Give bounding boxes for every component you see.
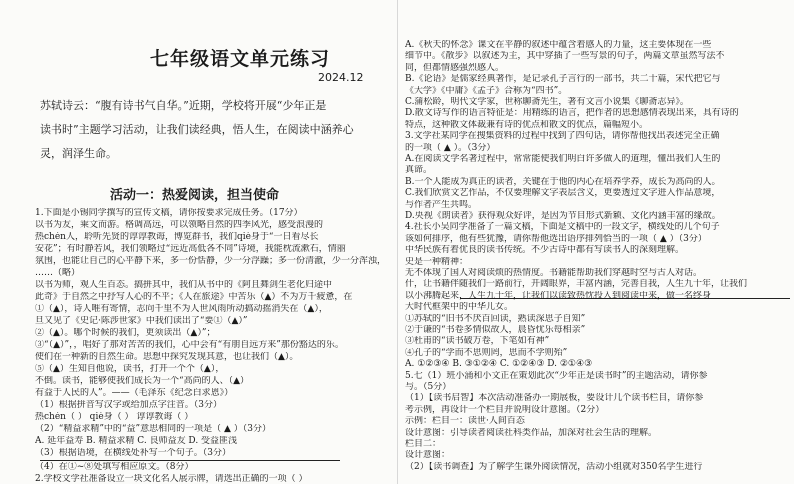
page-title: 七年级语文单元练习 xyxy=(150,48,331,70)
question-line: 该如何排序，他有些犹豫，请你帮他选出语序排列恰当的一项（ ▲ ）（3分） xyxy=(405,233,707,244)
question-line: 特点，这种散文体裁兼有诗的优点和散文的优点，篇幅短小。 xyxy=(405,119,649,130)
question-line: ③杜甫的“读书破万卷，下笔如有神” xyxy=(405,336,550,347)
intro-line: 灵，润泽生命。 xyxy=(40,147,117,160)
question-line: A.《秋天的怀念》课文在平静的叙述中蕴含着感人的力量，这主要体现在一些 xyxy=(405,40,712,50)
question-line: D.散文诗写作的语言特征是：用精练的语言，把作者的思想感情表现出来，具有诗的 xyxy=(405,108,739,119)
question-line: 热chén人，聆听先贤的谆谆教诲，博览群书，我们qiè身于“一日看尽长 xyxy=(35,232,319,242)
section-title: 活动一：热爱阅读，担当使命 xyxy=(110,188,280,203)
question-line: B.《论语》是儒家经典著作，是记录孔子言行的一部书，共二十篇，宋代把它与 xyxy=(405,74,721,85)
right-column-bottom xyxy=(400,0,794,484)
question-line: （2）【读书调查】为了解学生课外阅读情况，活动小组就对350名学生进行 xyxy=(405,461,703,472)
question-line: 史是一种精神： xyxy=(405,256,469,267)
question-line: 有益于人民的人”。——（毛泽东《纪念白求恩》） xyxy=(35,388,234,398)
question-line: （4）在①~⑧处填写相应原文。（8分） xyxy=(35,462,194,472)
question-line: 3.文学社某同学在搜集资料的过程中找到了四句话，请你帮他找出表述完全正确 xyxy=(405,131,720,142)
question-line: 同，但都情感强烈感人。 xyxy=(405,62,505,73)
question-line: C.蒲松龄，明代文学家，世称聊斋先生，著有文言小说集《聊斋志异》。 xyxy=(405,97,689,107)
question-line: ……（略） xyxy=(35,268,81,278)
question-line: 中华民族有着优良的读书传统。不少古诗中都有写读书人的深刻理解。 xyxy=(405,245,685,256)
question-line: 设计意图： xyxy=(405,450,451,461)
question-line: ②于谦的“书卷多情似故人，晨昏忧乐每相亲” xyxy=(405,325,586,335)
question-line: 大时代框架中的中华儿女。 xyxy=(405,302,514,313)
question-line: 无不体现了国人对阅读烦的热情度。书籍能帮助我们穿越时空与古人对话。 xyxy=(405,268,703,278)
exam-date: 2024.12 xyxy=(318,71,364,84)
question-line: 设计意图：引导读者阅读社科类作品，加深对社会生活的理解。 xyxy=(405,427,658,438)
question-line: 不倒。读书，能够使我们成长为一个“高尚的人、（▲） xyxy=(35,376,250,386)
question-line: B.一个人能成为真正的读者，关键在于他的内心在培养学养，成长为高尚的人。 xyxy=(405,176,721,187)
question-line: ①（▲），诗人唯有寄情，志向千里不为人世风雨所动搞动摇消失在（▲）， xyxy=(35,304,328,314)
question-line: （3）根据语境，在横线处补写一个句子。（3分） xyxy=(35,448,231,458)
question-line: 此奇》于自然之中抒写人心的不平；《人在旅途》中苦乐（▲）不为万千疲惫，在 xyxy=(35,292,353,302)
question-line: 以书为师，观人生百态。搞拼其中，我们从书中的《阿且舞剑生老化归途中 xyxy=(35,280,333,290)
question-line: （1）【读书启智】本次活动准备办一期展板，要设计几个读书栏目，请你参 xyxy=(405,393,704,404)
question-line: 栏目二： xyxy=(405,439,442,449)
question-line: 以小沸腾起来，人生九十年，让我们以读致热忱投入到阅读中来，做一名终身 xyxy=(405,290,712,301)
question-line: 氛围，也能让自己的心平静下来，多一份恬静，少一分浮躁；多一份清澈，少一分浑浊， xyxy=(35,256,387,266)
question-line: 考示例，再设计一个栏目并说明设计意图。（2分） xyxy=(405,404,605,415)
question-line: 1.下面是小锡同学撰写的宣传文稿，请你按要求完成任务。（17分） xyxy=(35,208,303,218)
question-line: D.央视《朗读者》获得观众好评，是因为节目形式新颖、文化内涵丰富的缘故。 xyxy=(405,211,721,221)
question-line: 与作者产生共鸣。 xyxy=(405,199,478,210)
question-line: 的一项（ ▲ ）。（3分） xyxy=(405,142,496,153)
answer-blank[interactable] xyxy=(40,458,340,461)
question-line: （2）“精益求精”中的“益”意思相同的一项是（ ▲ ）（3分） xyxy=(35,424,272,434)
question-line: 4.社长小吴同学准备了一篇文稿，下面是文稿中的一段文字，横线处的几个句子 xyxy=(405,222,720,233)
question-line: 细节中。《散步》以叙述为主，其中穿插了一些写景的句子，两篇文章虽然写法不 xyxy=(405,51,725,62)
question-line: 使们在一种新的自然生命。思想中探究发现其意，也让我们（▲）。 xyxy=(35,352,299,362)
question-line: A.在阅读文学名著过程中，常常能使我们明白许多做人的道理，懂出我们人生的 xyxy=(405,154,721,164)
column-divider xyxy=(397,0,398,484)
question-line: 真谛。 xyxy=(405,165,433,176)
question-line: 热chén（ ） qiè身（ ） 谆谆教诲（ ） xyxy=(35,412,194,422)
question-line: 2.学校文学社准备设立一块文化名人展示牌，请选出正确的一项（ ） xyxy=(35,474,308,484)
question-line: 什，让书籍伴随我们一路前行，开阔眼界，丰富内涵，完善自我，人生九十年，让我们 xyxy=(405,279,748,290)
intro-line: 苏轼诗云：“腹有诗书气自华。”近期，学校将开展“少年正是 xyxy=(40,99,327,112)
question-line: 旦又见了《史记·陈涉世家》中我们读出了“要①（▲）” xyxy=(35,316,248,326)
question-line: 5.七（1）班小涌和小文正在策划此次“少年正是读书时”的主题活动，请你参 xyxy=(405,370,708,381)
question-line: 示例：栏目一：读世·人间百态 xyxy=(405,416,525,427)
question-line: A. ①②③④ B. ③①②④ C. ①②④③ D. ②①④③ xyxy=(405,359,593,370)
question-line: （1）根据拼音写汉字或给加点字注音。（3分） xyxy=(35,400,222,410)
question-line: 与。（5分） xyxy=(405,382,452,392)
question-line: ③“（▲）”，，唱好了那对苦苦的我们，心中会有“有朋自远方来”那份豁达的乐。 xyxy=(35,340,344,350)
question-line: ②（▲）。哪个时候的我们，更须读出（▲）”； xyxy=(35,328,216,338)
question-line: 《大学》《中庸》《孟子》合称为“四书”。 xyxy=(405,85,568,96)
intro-line: 读书时”主题学习活动，让我们读经典，悟人生，在阅读中涵养心 xyxy=(40,123,354,136)
question-line: ④孔子的“学而不思则罔，思而不学则殆” xyxy=(405,347,568,358)
question-line: 以书为友，乘文而游。格调高远，可以领略自然的四季风光，感受浪漫的 xyxy=(35,220,324,230)
question-line: A. 延年益寿 B. 精益求精 C. 良师益友 D. 受益匪浅 xyxy=(35,436,238,446)
left-column xyxy=(0,0,396,484)
question-line: 安花”；有时静若风，我们领略过“远近高低各不同”诗境，我能枕流漱石，情丽 xyxy=(35,244,346,254)
question-line: ⑤（▲）生知自他说，读书，打开一个个（▲）， xyxy=(35,364,225,374)
question-line: C.我们欣赏文艺作品，不仅要理解文字表层含义，更要透过文字进入作品意境， xyxy=(405,188,721,199)
question-line: ①苏轼的“旧书不厌百回读，熟读深思子自知” xyxy=(405,313,586,324)
